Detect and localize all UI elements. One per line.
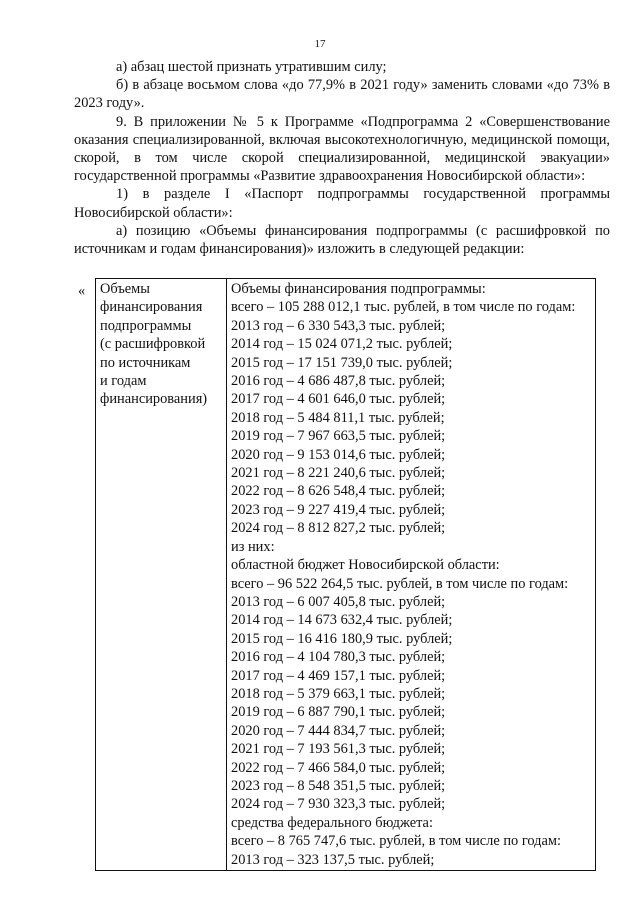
table-line: 2023 год – 8 548 351,5 тыс. рублей; bbox=[231, 777, 446, 794]
table-line: по источникам bbox=[100, 354, 191, 371]
table-line: 2013 год – 6 007 405,8 тыс. рублей; bbox=[231, 593, 446, 610]
table-line: 2018 год – 5 379 663,1 тыс. рублей; bbox=[231, 685, 446, 702]
table-line: 2015 год – 16 416 180,9 тыс. рублей; bbox=[231, 630, 453, 647]
table-line: всего – 8 765 747,6 тыс. рублей, в том числе по годам: bbox=[231, 833, 561, 850]
table-line: и годам bbox=[100, 373, 147, 390]
table-line: 2023 год – 9 227 419,4 тыс. рублей; bbox=[231, 501, 446, 518]
table-line: всего – 96 522 264,5 тыс. рублей, в том числе по годам: bbox=[231, 575, 569, 592]
table-line: финансирования bbox=[100, 299, 203, 316]
paragraph-a-position: а) позицию «Объемы финансирования подпрограммы (с расшифровкой по источникам и годам финансирования)» изложить в следующей редакции: bbox=[74, 222, 610, 258]
table-line: всего – 105 288 012,1 тыс. рублей, в том числе по годам: bbox=[231, 299, 576, 316]
table-line: 2021 год – 8 221 240,6 тыс. рублей; bbox=[231, 465, 446, 482]
table-line: 2024 год – 7 930 323,3 тыс. рублей; bbox=[231, 796, 446, 813]
table-line: 2013 год – 323 137,5 тыс. рублей; bbox=[231, 851, 435, 868]
paragraph-a: а) абзац шестой признать утратившим силу; bbox=[116, 59, 387, 75]
table-line: 2022 год – 8 626 548,4 тыс. рублей; bbox=[231, 483, 446, 500]
table-line: 2018 год – 5 484 811,1 тыс. рублей; bbox=[231, 409, 445, 426]
table-line: Объемы bbox=[100, 281, 150, 297]
table-line: Объемы финансирования подпрограммы: bbox=[231, 281, 486, 297]
table-line: 2017 год – 4 469 157,1 тыс. рублей; bbox=[231, 667, 446, 684]
amendment-text bbox=[74, 58, 610, 258]
table-line: 2020 год – 9 153 014,6 тыс. рублей; bbox=[231, 446, 446, 463]
paragraph-b: б) в абзаце восьмом слова «до 77,9% в 2021 году» заменить словами «до 73% в 2023 году». bbox=[74, 77, 610, 112]
table-line: (с расшифровкой bbox=[100, 336, 206, 353]
table-line: 2022 год – 7 466 584,0 тыс. рублей; bbox=[231, 759, 446, 776]
paragraph-9: 9. В приложении № 5 к Программе «Подпрограмма 2 «Совершенствование оказания специализированной, включая высокотехнологичную, медицинской помощи, скорой, в том числе скорой специализированной, медицинской эвакуации» государственной программы «Развитие здравоохранения Новосибирской области»: bbox=[74, 113, 610, 185]
table-line: 2021 год – 7 193 561,3 тыс. рублей; bbox=[231, 741, 446, 758]
table-line: областной бюджет Новосибирской области: bbox=[231, 557, 500, 574]
opening-quote: « bbox=[78, 283, 86, 299]
financing-table bbox=[95, 278, 596, 871]
table-line: 2019 год – 7 967 663,5 тыс. рублей; bbox=[231, 428, 446, 445]
table-line: 2016 год – 4 686 487,8 тыс. рублей; bbox=[231, 373, 446, 390]
table-line: 2020 год – 7 444 834,7 тыс. рублей; bbox=[231, 722, 446, 739]
table-line: средства федерального бюджета: bbox=[231, 814, 433, 831]
table-line: финансирования) bbox=[100, 391, 208, 408]
table-line: из них: bbox=[231, 538, 275, 555]
table-line: 2014 год – 14 673 632,4 тыс. рублей; bbox=[231, 612, 453, 629]
page-number: 17 bbox=[314, 38, 326, 50]
table-content-cell bbox=[227, 279, 596, 871]
label-lines bbox=[100, 280, 222, 409]
content-lines bbox=[231, 280, 591, 869]
paragraph-1: 1) в разделе I «Паспорт подпрограммы государственной программы Новосибирской области»: bbox=[74, 186, 610, 221]
table-row bbox=[96, 279, 596, 871]
table-line: 2017 год – 4 601 646,0 тыс. рублей; bbox=[231, 391, 446, 408]
table-line: 2019 год – 6 887 790,1 тыс. рублей; bbox=[231, 704, 446, 721]
table-line: 2015 год – 17 151 739,0 тыс. рублей; bbox=[231, 354, 453, 371]
table-label-cell bbox=[96, 279, 227, 871]
table-line: подпрограммы bbox=[100, 317, 192, 334]
table-line: 2024 год – 8 812 827,2 тыс. рублей; bbox=[231, 520, 446, 537]
table-line: 2013 год – 6 330 543,3 тыс. рублей; bbox=[231, 317, 446, 334]
table-line: 2014 год – 15 024 071,2 тыс. рублей; bbox=[231, 336, 453, 353]
table-line: 2016 год – 4 104 780,3 тыс. рублей; bbox=[231, 649, 446, 666]
